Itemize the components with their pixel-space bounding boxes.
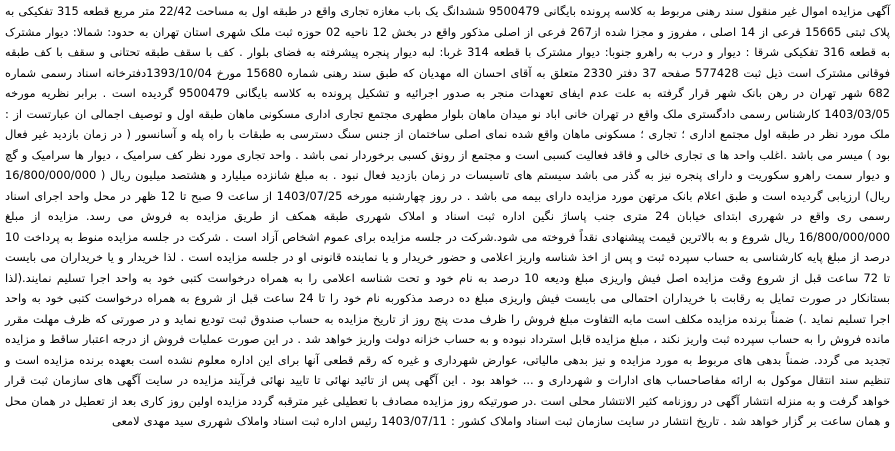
- auction-notice-text: آگهی مزایده اموال غیر منقول سند رهنی مربوط به کلاسه پرونده بایگانی 9500479 ششدانگ یک باب مغازه تجاری واقع در طبقه اول به مساحت 22/42 متر مربع قطعه 315 تفکیکی به پلاک ثبتی 15665 فرعی از 14 اصلی ، مفروز و مجزا شده از267 فرعی از اصلی مذکور واقع در بخش 12 ناحیه 02 حوزه ثبت ملک شهری استان تهران به حدود: شمالا: دیوار مشترک به قطعه 316 تفکیکی شرقا : دیوار و درب به راهرو جنوبا: دیوار مشترک با قطعه 314 غربا: لبه دیوار پنجره پیشرفته به فضای بلوار . کف با سقف طبقه تحتانی و سقف با کف طبقه فوقانی مشترک است ذیل ثبت 577428 صفحه 37 دفتر 2330 متعلق به آقای احسان اله مهدیان که طبق سند رهنی شماره 15680 مورخ 1393/10/04دفترخانه اسناد رسمی شماره 682 شهر تهران در رهن بانک شهر قرار گرفته به علت عدم ایفای تعهدات منجر به صدور اجرائیه و تشکیل پرونده به کلاسه بایگانی 9500479 گردیده است . برابر نظریه مورخه 1403/03/05 کارشناس رسمی دادگستری ملک واقع در تهران خانی اباد نو میدان ماهان بلوار مطهری مجتمع تجاری اداری مسکونی ماهان طبقه اول و توصیف اجمالی ان عبارتست از : ملک مورد نظر در طبقه اول مجتمع اداری ؛ تجاری ؛ مسکونی ماهان واقع شده نمای اصلی ساختمان از جنس سنگ دسترسی به طبقات با راه پله و آسانسور ( در زمان بازدید غیر فعال بود ) میسر می باشد .اغلب واحد ها ی تجاری خالی و فاقد فعالیت کسبی است و مجتمع از رونق کسبی برخوردار نمی باشد . واحد تجاری مورد نظر کف سرامیک ، دیوار ها سرامیک و گچ و دیوار سمت راهرو سکوریت و دارای پنجره نیز به گذر می باشد سیستم های تاسیسات در زمان بازدید فعال نبود . به مبلغ شانزده میلیارد و هشتصد میلیون ریال ( 16/800/000/000 ریال) ارزیابی گردیده است و طبق اعلام بانک مرتهن مورد مزایده دارای بیمه می باشد . در روز چهارشنبه مورخه 1403/07/25 از ساعت 9 صبح تا 12 ظهر در محل واحد اجرای اسناد رسمی ری واقع در شهرری ابتدای خیابان 24 متری جنب پاساژ نگین اداره ثبت اسناد و املاک شهرری طبقه همکف از طریق مزایده به فروش می رسد. مزایده از مبلغ 16/800/000/000 ریال شروع و به بالاترین قیمت پیشنهادی نقداً فروخته می شود.شرکت در جلسه مزایده برای عموم اشخاص آزاد است . شرکت در جلسه مزایده منوط به پرداخت 10 درصد از مبلغ پایه کارشناسی به حساب سپرده ثبت و پس از اخذ شناسه واریز اعلامی و حضور خریدار و یا نماینده قانونی او در جلسه مزایده است . لذا خریدار و یا خریداران می بایست تا 72 ساعت قبل از شروع وقت مزایده اصل فیش واریزی مبلغ ودیعه 10 درصد به نام خود و تحت شناسه اعلامی را به همراه درخواست کتبی خود به واحد اجرا تسلیم نمایند.(لذا بستانکار در صورت تمایل به رقابت با خریداران احتمالی می بایست فیش واریزی مبلغ ده درصد مذکوربه نام خود را تا 24 ساعت قبل از شروع به همراه درخواست کتبی خود به واحد اجرا تسلیم نماید .) ضمناً برنده مزایده مکلف است مابه التفاوت مبلغ فروش را ظرف مدت پنج روز از تاریخ مزایده به حساب صندوق ثبت تودیع نماید و در صورتی که ظرف مهلت مقرر مانده فروش را به حساب سپرده ثبت واریز نکند ، مبلغ مزایده قابل استرداد نبوده و به حساب خزانه دولت واریز خواهد شد . در این صورت عملیات فروش از درجه اعتبار ساقط و مزایده تجدید می گردد. ضمناً بدهی های مربوط به مورد مزایده و نیز بدهی مالیاتی، عوارض شهرداری و غیره که رقم قطعی آنها برای این اداره معلوم نشده است بعهده برنده مزایده است و تنظیم سند انتقال موکول به ارائه مفاصاحساب های ادارات و شهرداری و ... خواهد بود . این آگهی پس از تائید نهائی تا تایید نهائی فرآیند مزایده در سایت آگهی های سازمان ثبت قرار خواهد گرفت و به منزله انتشار آگهی در روزنامه کثیر الانتشار محلی است .در صورتیکه روز مزایده مصادف با تعطیلی غیر مترقبه گردد مزایده اولین روز کاری بعد از تعطیل در همان محل و همان ساعت بر گزار خواهد شد . تاریخ انتشار در سایت سازمان ثبت اسناد واملاک کشور : 1403/07/11 رئیس اداره ثبت اسناد واملاک شهرری سید مهدی لامعی: [5, 4, 891, 428]
